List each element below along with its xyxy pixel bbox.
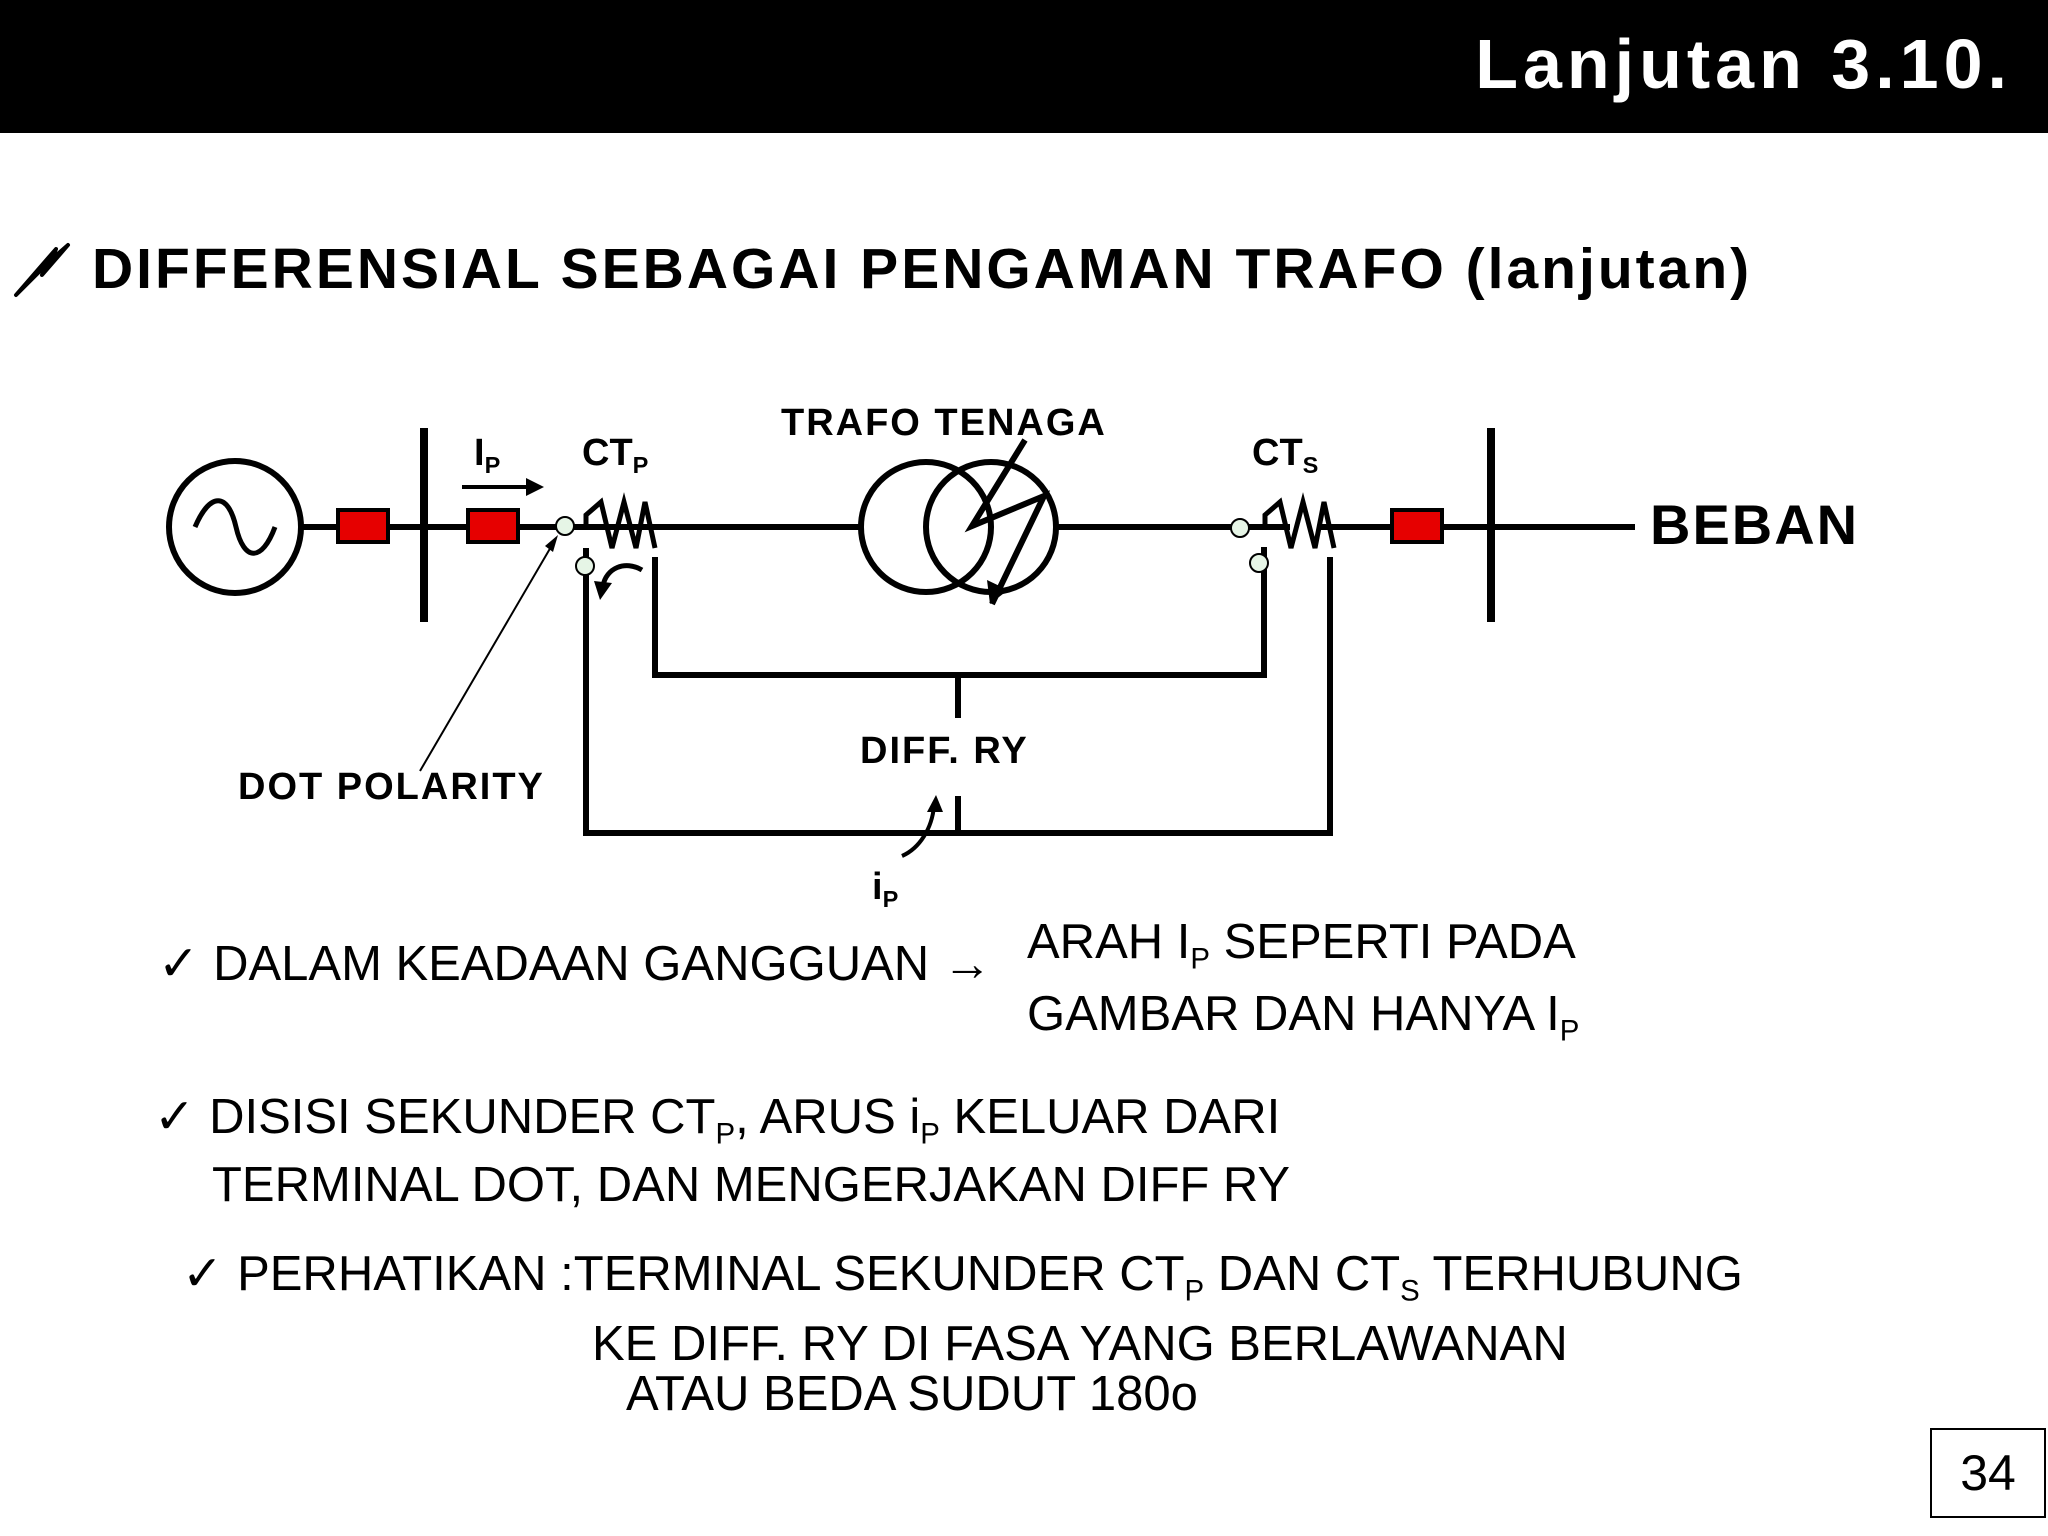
ctp-inner-lead [655, 547, 1264, 675]
label-ip-main: $I_P$ [474, 432, 501, 479]
label-ip-small: $i_P$ [872, 866, 899, 913]
check-icon: ✓ [158, 937, 200, 991]
bullet-3-line-1: ✓ PERHATIKAN :TERMINAL SEKUNDER $CT_P$ DAN $CT_S$ TERHUBUNG [182, 1247, 1743, 1308]
bullet-2-line-1: ✓ DISISI SEKUNDER $CT_P$, ARUS $i_P$ KELUAR DARI [154, 1090, 1281, 1151]
label-trafo-tenaga: TRAFO TENAGA [781, 402, 1107, 444]
ctp-polarity-dot-top [556, 517, 574, 535]
cts-polarity-dot-top [1231, 519, 1249, 537]
ctp-polarity-dot-bottom [576, 557, 594, 575]
ip-small-arrowhead [927, 795, 943, 812]
dot-polarity-pointer-head [545, 535, 558, 552]
page-number: 34 [1930, 1428, 2046, 1518]
bullet-3-line-2: KE DIFF. RY DI FASA YANG BERLAWANAN [592, 1317, 1568, 1371]
bullet-1-line-1: ✓ DALAM KEADAAN GANGGUAN → [158, 937, 992, 991]
label-cts: $CT_S$ [1252, 432, 1319, 479]
label-dot-polarity: DOT POLARITY [238, 766, 545, 808]
check-icon: ✓ [154, 1090, 196, 1144]
label-beban: BEBAN [1650, 493, 1860, 556]
circuit-breaker-2 [468, 510, 518, 542]
circuit-breaker-1 [338, 510, 388, 542]
cts-polarity-dot-bottom [1250, 554, 1268, 572]
slide-title: Lanjutan 3.10. [1475, 25, 2012, 103]
secondary-current-arrowhead [594, 581, 612, 600]
check-icon: ✓ [182, 1247, 224, 1301]
sine-wave [195, 501, 275, 554]
label-ctp: $CT_P$ [582, 432, 649, 479]
bullet-1-line-1b: ARAH $I_P$ SEPERTI PADA [1027, 915, 1576, 976]
label-diff-ry: DIFF. RY [860, 730, 1029, 772]
circuit-breaker-3 [1392, 510, 1442, 542]
dot-polarity-pointer [420, 540, 555, 771]
bullet-2-line-2: TERMINAL DOT, DAN MENGERJAKAN DIFF RY [212, 1158, 1291, 1212]
bullet-1-line-2: GAMBAR DAN HANYA $I_P$ [1027, 987, 1580, 1048]
section-title: DIFFERENSIAL SEBAGAI PENGAMAN TRAFO (lanjutan) [92, 237, 1753, 301]
bullet-3-line-3: ATAU BEDA SUDUT 180o [626, 1367, 1198, 1421]
ip-arrow-head [526, 478, 544, 496]
